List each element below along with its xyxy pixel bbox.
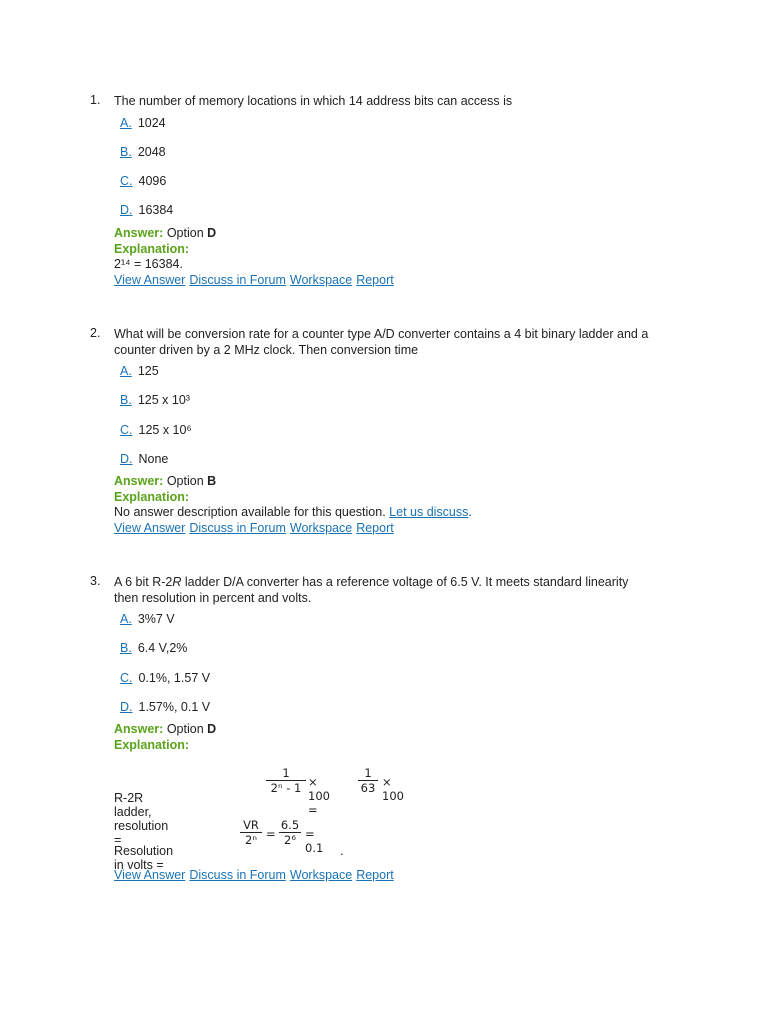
question-text bbox=[114, 326, 694, 358]
option-a[interactable] bbox=[120, 116, 166, 130]
numerator: 6.5 bbox=[280, 818, 300, 832]
discuss-forum-link[interactable]: Discuss in Forum bbox=[189, 521, 286, 535]
fraction bbox=[279, 818, 301, 847]
option-value: 16384 bbox=[138, 203, 174, 217]
option-letter[interactable]: C. bbox=[120, 174, 133, 188]
option-a[interactable] bbox=[120, 612, 175, 626]
math-operator: × 100 bbox=[382, 775, 404, 803]
question-number: 3. bbox=[90, 574, 101, 588]
option-value: 1.57%, 0.1 V bbox=[138, 700, 211, 714]
question-text bbox=[114, 574, 694, 606]
option-value: None bbox=[138, 452, 169, 466]
question-text-line bbox=[114, 574, 694, 590]
question-text-part: A 6 bit R-2 bbox=[114, 575, 173, 589]
answer-block bbox=[114, 226, 216, 273]
option-value: 3%7 V bbox=[137, 612, 175, 626]
question-text-line: counter driven by a 2 MHz clock. Then conversion time bbox=[114, 343, 419, 357]
option-value: 125 x 10⁶ bbox=[138, 423, 192, 437]
option-letter[interactable]: D. bbox=[120, 452, 133, 466]
answer-prefix: Option bbox=[166, 722, 204, 736]
question-links bbox=[114, 273, 398, 287]
option-letter[interactable]: A. bbox=[120, 612, 132, 626]
option-c[interactable] bbox=[120, 174, 166, 188]
question-number: 1. bbox=[90, 93, 101, 107]
numerator: 1 bbox=[282, 766, 290, 780]
fraction bbox=[358, 766, 378, 795]
let-us-discuss-link[interactable]: Let us discuss bbox=[389, 505, 469, 519]
option-letter[interactable]: B. bbox=[120, 393, 132, 407]
math-operator: × 100 = bbox=[308, 775, 330, 817]
option-c[interactable] bbox=[120, 423, 192, 437]
math-result: = 0.1 bbox=[305, 827, 324, 855]
workspace-link[interactable]: Workspace bbox=[289, 868, 353, 882]
explanation-text: 2¹⁴ = 16384. bbox=[114, 257, 183, 271]
option-letter[interactable]: A. bbox=[120, 364, 132, 378]
question-text-italic: R bbox=[172, 575, 182, 589]
formula-label: R-2R ladder, resolution = bbox=[114, 791, 169, 847]
option-letter[interactable]: B. bbox=[120, 145, 132, 159]
option-letter[interactable]: D. bbox=[120, 700, 133, 714]
option-a[interactable] bbox=[120, 364, 159, 378]
option-value: 0.1%, 1.57 V bbox=[138, 671, 211, 685]
math-operator: = bbox=[266, 827, 276, 841]
option-b[interactable] bbox=[120, 641, 187, 655]
option-value: 125 x 10³ bbox=[137, 393, 190, 407]
question-text-line: then resolution in percent and volts. bbox=[114, 591, 312, 605]
fraction bbox=[266, 766, 306, 795]
numerator: VR bbox=[243, 818, 259, 832]
denominator: 2ⁿ bbox=[240, 832, 262, 847]
option-c[interactable] bbox=[120, 671, 210, 685]
question-text: The number of memory locations in which 14 address bits can access is bbox=[114, 94, 513, 108]
answer-label: Answer: bbox=[114, 474, 164, 488]
answer-option: B bbox=[207, 474, 217, 488]
formula-label: Resolution in volts = bbox=[114, 844, 174, 872]
option-letter[interactable]: A. bbox=[120, 116, 132, 130]
answer-block bbox=[114, 474, 472, 521]
option-letter[interactable]: B. bbox=[120, 641, 132, 655]
explanation-label: Explanation: bbox=[114, 489, 190, 504]
option-d[interactable] bbox=[120, 700, 210, 714]
report-link[interactable]: Report bbox=[356, 868, 394, 882]
numerator: 1 bbox=[364, 766, 372, 780]
workspace-link[interactable]: Workspace bbox=[289, 521, 353, 535]
explanation-body: No answer description available for this question. bbox=[114, 505, 386, 519]
explanation-text bbox=[114, 505, 472, 521]
answer-option: D bbox=[207, 226, 217, 240]
explanation-label: Explanation: bbox=[114, 241, 190, 256]
denominator: 2⁶ bbox=[279, 832, 301, 847]
answer-label: Answer: bbox=[114, 722, 164, 736]
report-link[interactable]: Report bbox=[356, 521, 394, 535]
explanation-end: . bbox=[468, 505, 472, 519]
option-value: 1024 bbox=[137, 116, 166, 130]
workspace-link[interactable]: Workspace bbox=[289, 273, 353, 287]
option-b[interactable] bbox=[120, 145, 166, 159]
option-value: 125 bbox=[137, 364, 159, 378]
report-link[interactable]: Report bbox=[356, 273, 394, 287]
question-number: 2. bbox=[90, 326, 101, 340]
option-value: 4096 bbox=[138, 174, 167, 188]
option-b[interactable] bbox=[120, 393, 190, 407]
option-d[interactable] bbox=[120, 203, 173, 217]
view-answer-link[interactable]: View Answer bbox=[114, 521, 186, 535]
explanation-label: Explanation: bbox=[114, 737, 190, 752]
option-value: 2048 bbox=[137, 145, 166, 159]
answer-option: D bbox=[207, 722, 217, 736]
answer-prefix: Option bbox=[166, 474, 204, 488]
answer-prefix: Option bbox=[166, 226, 204, 240]
option-letter[interactable]: C. bbox=[120, 423, 133, 437]
question-text-line: What will be conversion rate for a counter type A/D converter contains a 4 bit binary ladder and a bbox=[114, 327, 649, 341]
discuss-forum-link[interactable]: Discuss in Forum bbox=[189, 273, 286, 287]
discuss-forum-link[interactable]: Discuss in Forum bbox=[189, 868, 286, 882]
denominator: 63 bbox=[358, 780, 378, 795]
answer-block bbox=[114, 722, 216, 753]
option-value: 6.4 V,2% bbox=[137, 641, 188, 655]
question-links bbox=[114, 521, 398, 535]
question-links bbox=[114, 868, 398, 882]
option-d[interactable] bbox=[120, 452, 168, 466]
answer-label: Answer: bbox=[114, 226, 164, 240]
option-letter[interactable]: D. bbox=[120, 203, 133, 217]
denominator: 2ⁿ - 1 bbox=[266, 780, 306, 795]
fraction bbox=[240, 818, 262, 847]
formula-end: . bbox=[340, 844, 344, 858]
option-letter[interactable]: C. bbox=[120, 671, 133, 685]
view-answer-link[interactable]: View Answer bbox=[114, 868, 186, 882]
view-answer-link[interactable]: View Answer bbox=[114, 273, 186, 287]
question-text-part: ladder D/A converter has a reference voltage of 6.5 V. It meets standard linearity bbox=[181, 575, 629, 589]
